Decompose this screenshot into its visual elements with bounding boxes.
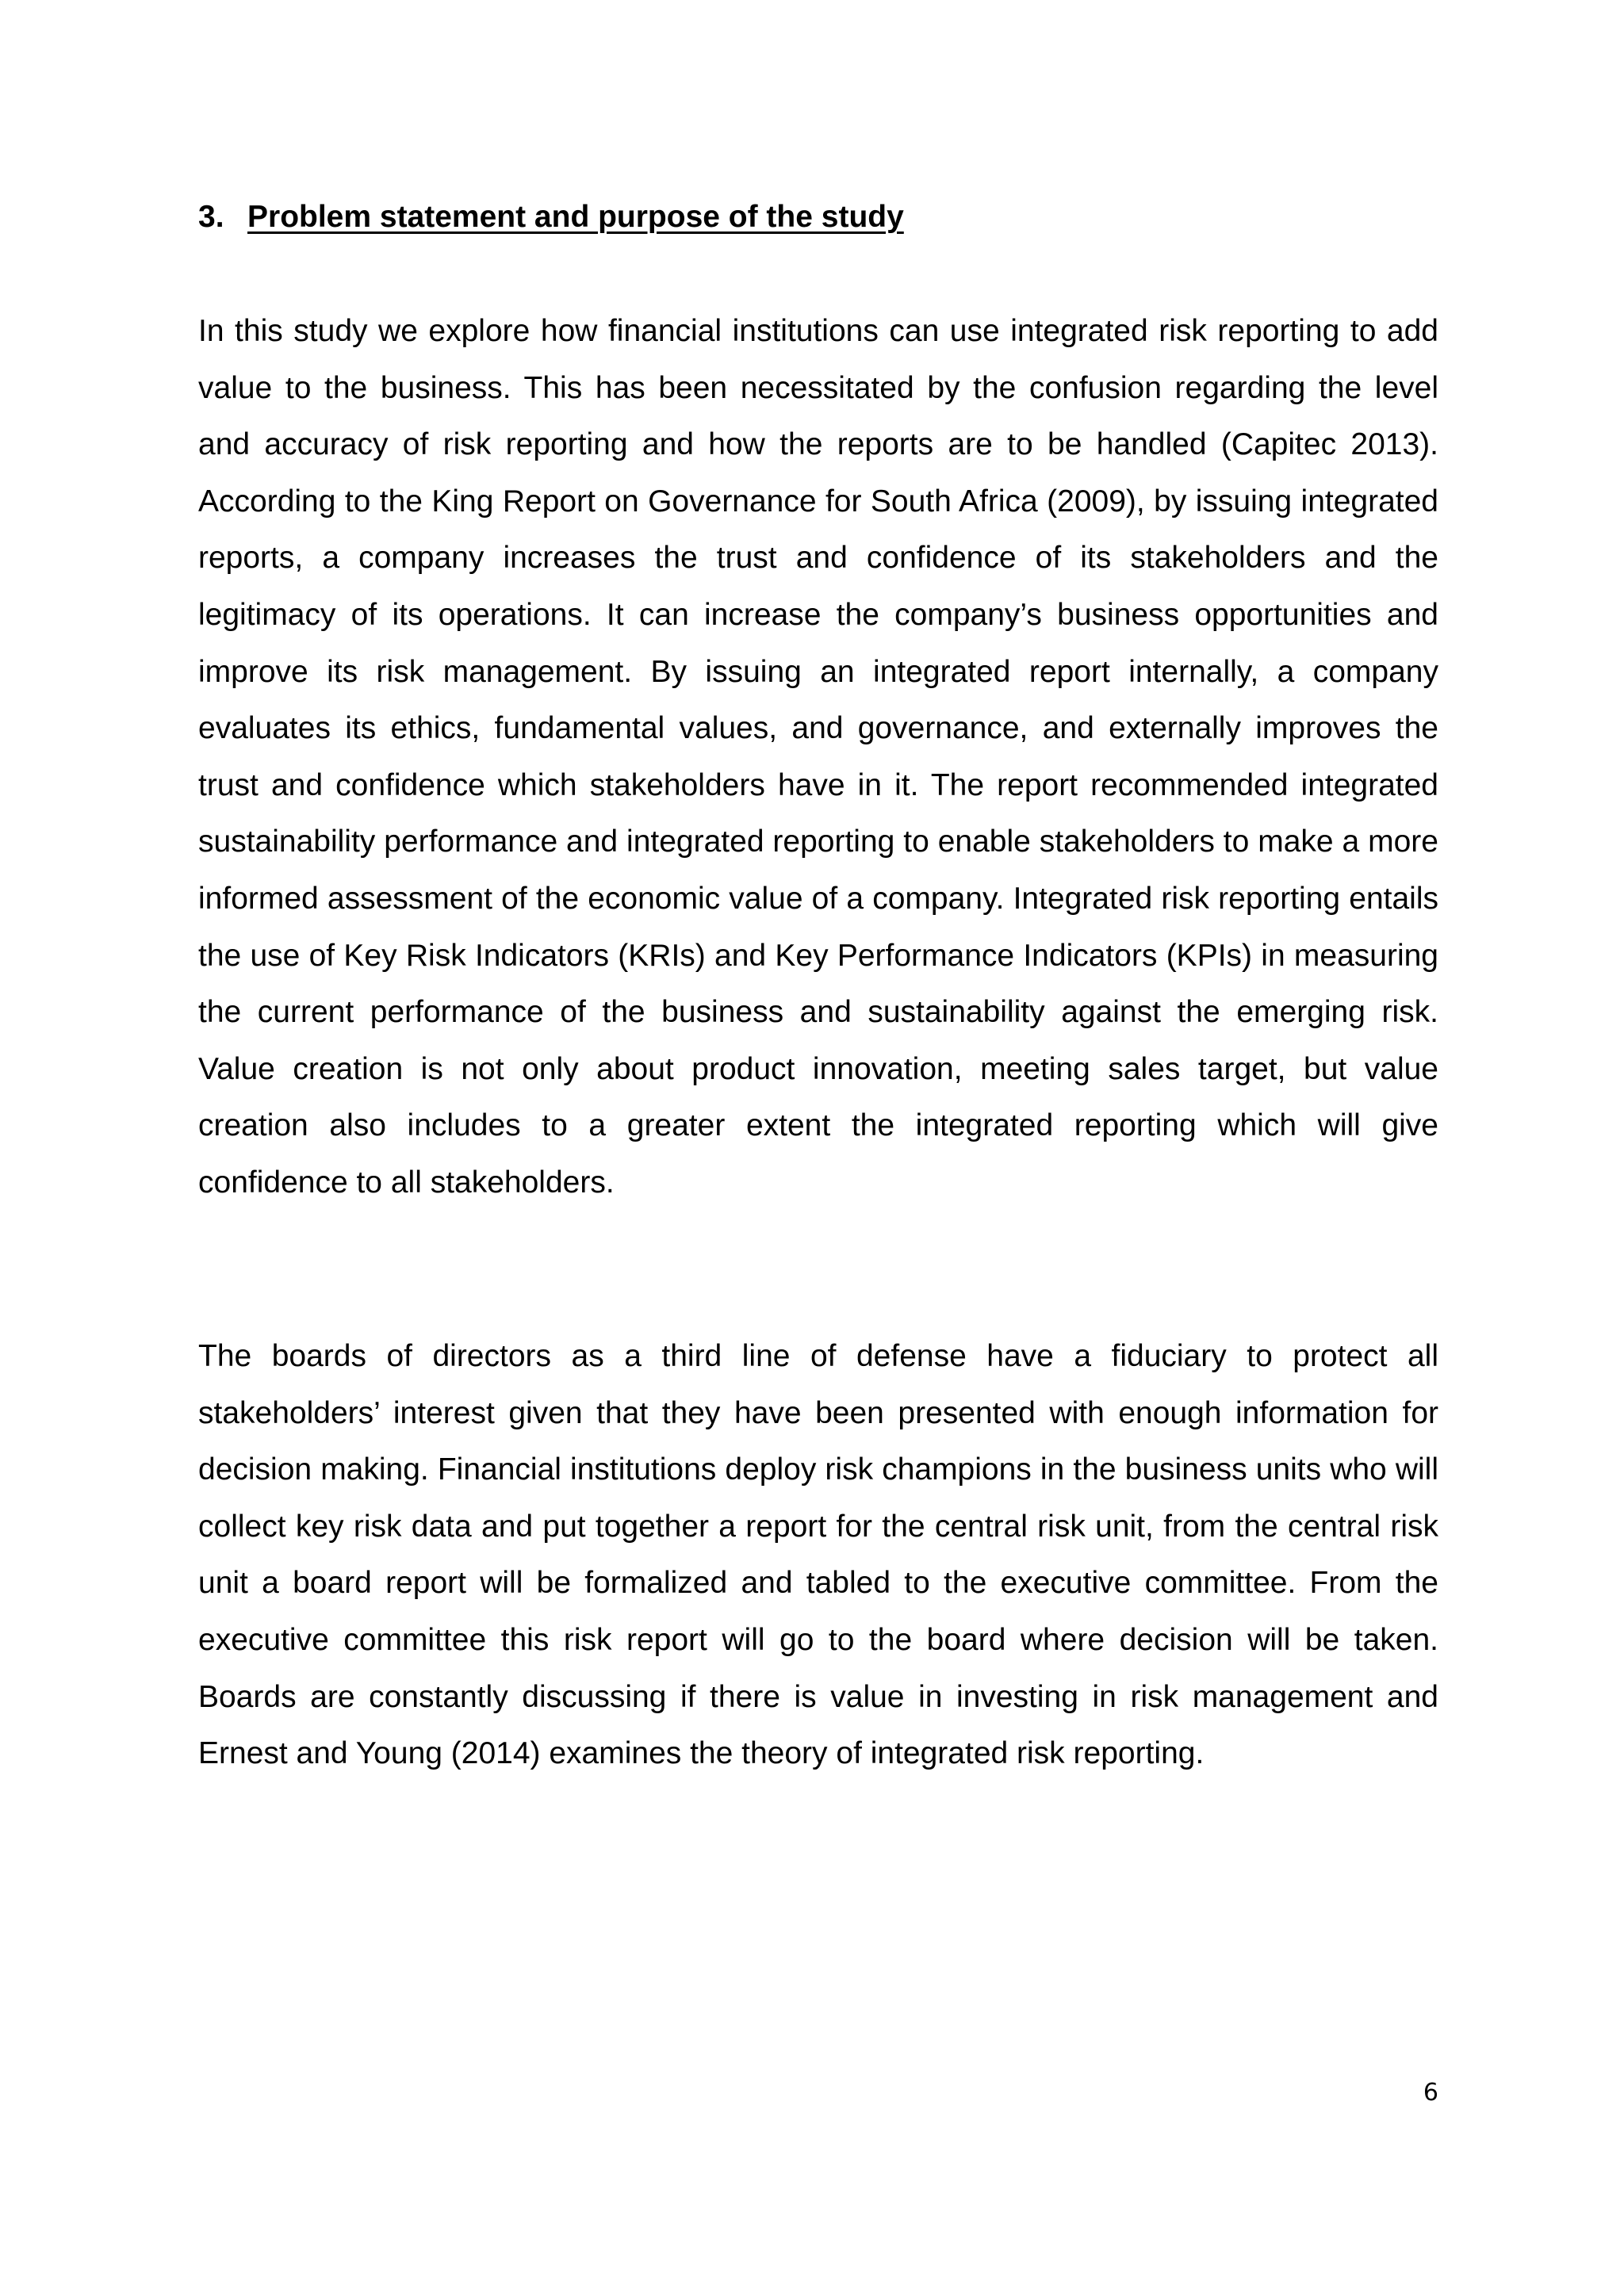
page-number: 6 <box>1423 2079 1438 2107</box>
body-paragraph-2: The boards of directors as a third line of defense have a fiduciary to protect all stakeholders’ interest given that they have been presented with enough information for decision making. Financial institutions deploy risk champions in the business units who will collect key risk data and put together a report for the central risk unit, from the central risk unit a board report will be formalized and tabled to the executive committee. From the executive committee this risk report will go to the board where decision will be taken. Boards are constantly discussing if there is value in investing in risk management and Ernest and Young (2014) examines the theory of integrated risk reporting. <box>198 1339 1438 1771</box>
section-title: Problem statement and purpose of the study <box>247 200 904 234</box>
section-heading <box>198 193 904 241</box>
section-number: 3. <box>198 200 224 234</box>
body-paragraph-1: In this study we explore how financial institutions can use integrated risk reporting to add value to the business. This has been necessitated by the confusion regarding the level and accuracy of risk reporting and how the reports are to be handled (Capitec 2013). According to the King Report on Governance for South Africa (2009), by issuing integrated reports, a company increases the trust and confidence of its stakeholders and the legitimacy of its operations. It can increase the company’s business opportunities and improve its risk management. By issuing an integrated report internally, a company evaluates its ethics, fundamental values, and governance, and externally improves the trust and confidence which stakeholders have in it. The report recommended integrated sustainability performance and integrated reporting to enable stakeholders to make a more informed assessment of the economic value of a company. Integrated risk reporting entails the use of Key Risk Indicators (KRIs) and Key Performance Indicators (KPIs) in measuring the current performance of the business and sustainability against the emerging risk. Value creation is not only about product innovation, meeting sales target, but value creation also includes to a greater extent the integrated reporting which will give confidence to all stakeholders. <box>198 314 1438 1200</box>
